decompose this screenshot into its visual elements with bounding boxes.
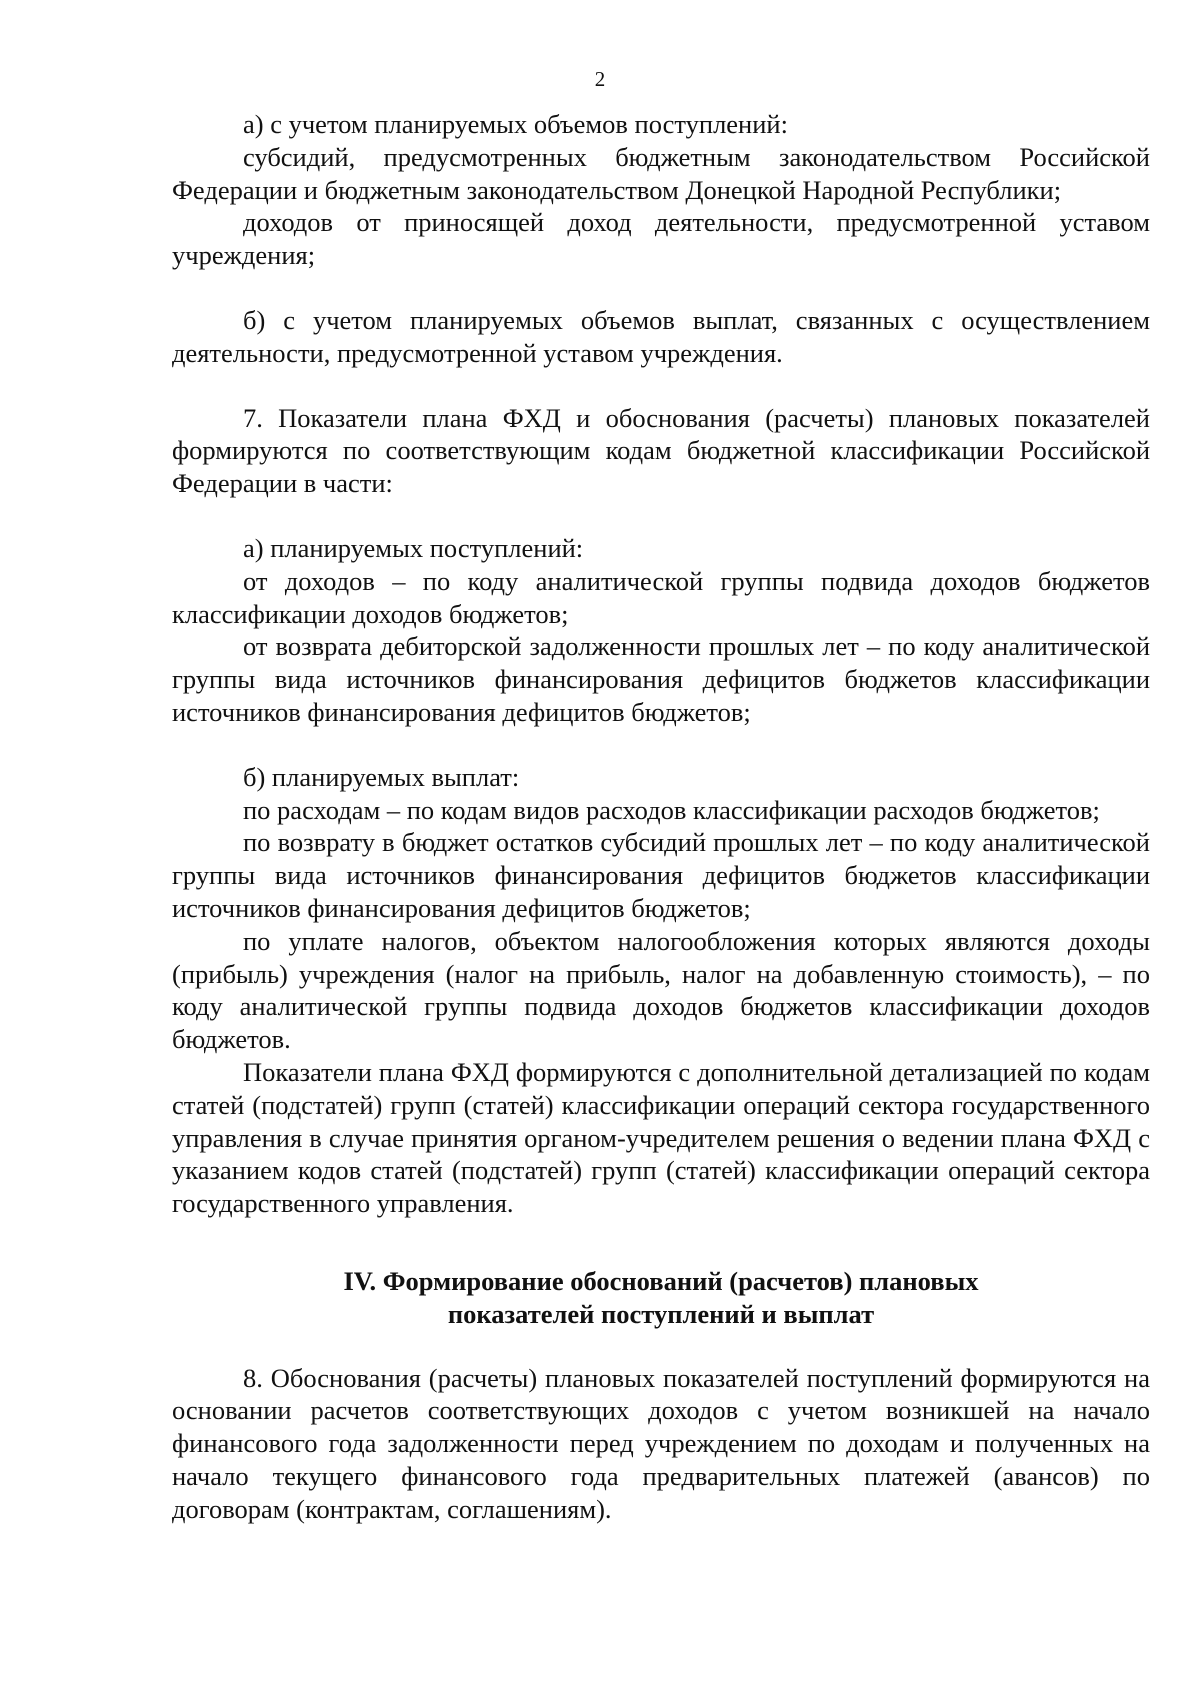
paragraph-7b-subsidy-return: по возврату в бюджет остатков субсидий прошлых лет – по коду аналитической группы вида источников финансирования дефицитов бюджетов классификации источников финансирования дефицитов бюджетов; — [172, 827, 1150, 923]
paragraph-8: 8. Обоснования (расчеты) плановых показателей поступлений формируются на основании расчетов соответствующих доходов с учетом возникшей на начало финансового года задолженности перед учреждением по доходам и полученных на начало текущего финансового года предварительных платежей (авансов) по договорам (контрактам, соглашениям). — [172, 1362, 1150, 1524]
page-number: 2 — [594, 67, 606, 91]
paragraph-7: 7. Показатели плана ФХД и обоснования (расчеты) плановых показателей формируются по соответствующим кодам бюджетной классификации Российской Федерации в части: — [172, 402, 1150, 499]
section-heading-line-1: IV. Формирование обоснований (расчетов) плановых — [343, 1265, 979, 1296]
paragraph-7b-detailing: Показатели плана ФХД формируются с дополнительной детализацией по кодам статей (подстатей) групп (статей) классификации операций сектора государственного управления в случае принятия органом-учредителем решения о ведении плана ФХД с указанием кодов статей (подстатей) групп (статей) классификации операций сектора государственного управления. — [172, 1056, 1150, 1219]
paragraph-7a-intro: а) планируемых поступлений: — [243, 532, 584, 563]
paragraph-income: доходов от приносящей доход деятельности, предусмотренной уставом учреждения; — [172, 207, 1150, 271]
paragraph-7a-receivables: от возврата дебиторской задолженности прошлых лет – по коду аналитической группы вида источников финансирования дефицитов бюджетов классификации источников финансирования дефицитов бюджетов; — [172, 631, 1150, 727]
paragraph-b-payments: б) с учетом планируемых объемов выплат, связанных с осуществлением деятельности, предусмотренной уставом учреждения. — [172, 304, 1150, 368]
paragraph-7b-intro: б) планируемых выплат: — [243, 761, 520, 792]
paragraph-subsidies: субсидий, предусмотренных бюджетным законодательством Российской Федерации и бюджетным законодательством Донецкой Народной Республики; — [172, 141, 1150, 205]
paragraph-7b-taxes: по уплате налогов, объектом налогообложения которых являются доходы (прибыль) учреждения (налог на прибыль, налог на добавленную стоимость), – по коду аналитической группы подвида доходов бюджетов классификации доходов бюджетов. — [172, 925, 1150, 1055]
section-heading-line-2: показателей поступлений и выплат — [447, 1298, 875, 1329]
document-body — [172, 108, 1150, 1525]
paragraph-7b-expenses: по расходам – по кодам видов расходов классификации расходов бюджетов; — [243, 794, 1100, 825]
paragraph-7a-income: от доходов – по коду аналитической группы подвида доходов бюджетов классификации доходов бюджетов; — [172, 565, 1150, 629]
section-heading — [172, 1265, 1150, 1331]
paragraph-a-intro: а) с учетом планируемых объемов поступлений: — [243, 109, 788, 139]
